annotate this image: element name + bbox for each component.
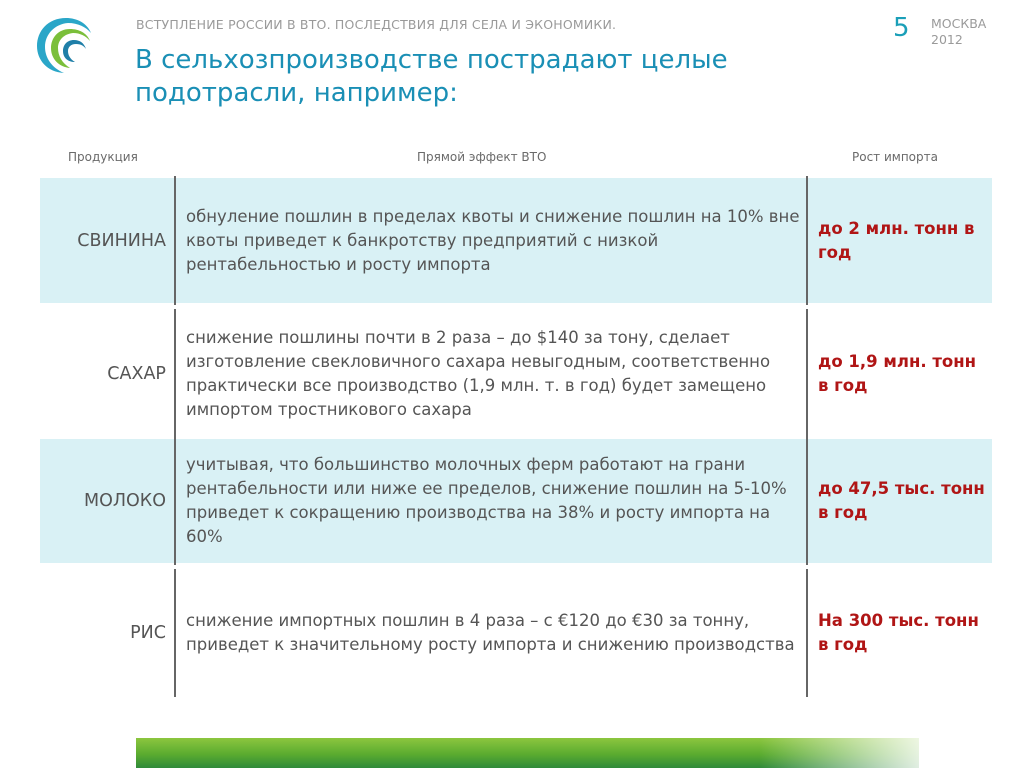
table-row xyxy=(40,439,992,563)
column-header-effect: Прямой эффект ВТО xyxy=(417,150,547,164)
column-divider xyxy=(806,437,808,565)
column-divider xyxy=(174,437,176,565)
location-date xyxy=(931,16,986,49)
column-divider xyxy=(806,569,808,697)
logo-icon xyxy=(34,14,98,76)
column-header-product: Продукция xyxy=(68,150,138,164)
effect-cell: обнуление пошлин в пределах квоты и снижение пошлин на 10% вне квоты приведет к банкротству предприятий с низкой рентабельностью и росту импорта xyxy=(186,206,800,274)
table-row xyxy=(40,311,992,436)
column-divider xyxy=(806,309,808,438)
import-growth-cell: до 2 млн. тонн в год xyxy=(818,218,975,262)
product-cell: РИС xyxy=(130,623,166,643)
column-divider xyxy=(174,569,176,697)
effect-cell: снижение импортных пошлин в 4 раза – с €120 до €30 за тонну, приведет к значительному росту импорта и снижению производства xyxy=(186,611,795,654)
table-row xyxy=(40,178,992,303)
page-number: 5 xyxy=(893,13,910,43)
column-divider xyxy=(806,176,808,305)
column-header-import-growth: Рост импорта xyxy=(852,150,938,164)
effect-cell: учитывая, что большинство молочных ферм работают на грани рентабельности или ниже ее пределов, снижение пошлин на 5-10% приведет к сокращению производства на 38% и росту импорта на 60% xyxy=(186,455,787,546)
table-row xyxy=(40,571,992,695)
header-subtitle: ВСТУПЛЕНИЕ РОССИИ В ВТО. ПОСЛЕДСТВИЯ ДЛЯ СЕЛА И ЭКОНОМИКИ. xyxy=(136,17,617,32)
import-growth-cell: На 300 тыс. тонн в год xyxy=(818,611,979,654)
city: МОСКВА xyxy=(931,16,987,31)
column-divider xyxy=(174,176,176,305)
import-growth-cell: до 47,5 тыс. тонн в год xyxy=(818,479,985,522)
column-divider xyxy=(174,309,176,438)
product-cell: СВИНИНА xyxy=(77,230,166,251)
product-cell: МОЛОКО xyxy=(83,491,166,511)
year: 2012 xyxy=(931,32,963,48)
footer-decorative-bar xyxy=(136,738,919,768)
import-growth-cell: до 1,9 млн. тонн в год xyxy=(818,351,977,395)
product-cell: САХАР xyxy=(107,363,166,384)
page-title: В сельхозпроизводстве пострадают целые подотрасли, например: xyxy=(135,45,728,108)
effect-cell: снижение пошлины почти в 2 раза – до $140 за тону, сделает изготовление свекловичного сахара невыгодным, соответственно практически все производство (1,9 млн. т. в год) будет замещено импортом тростникового сахара xyxy=(186,327,771,419)
